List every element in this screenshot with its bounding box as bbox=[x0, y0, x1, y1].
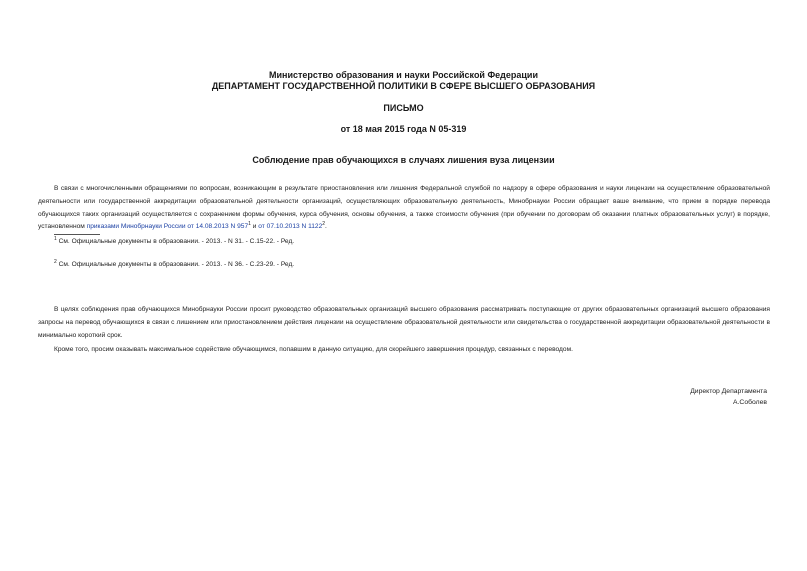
signature-title: Директор Департамента bbox=[690, 388, 767, 395]
paragraph-1 bbox=[38, 183, 770, 234]
footnote-1-text: См. Официальные документы в образовании. - 2013. - N 31. - С.15-22. - Ред. bbox=[58, 238, 295, 245]
order-957-link[interactable]: приказами Минобрнауки России от 14.08.2013 N 957 bbox=[86, 223, 249, 231]
paragraph-1-end: . bbox=[325, 223, 327, 231]
footnote-2 bbox=[54, 260, 294, 270]
paragraph-3: Кроме того, просим оказывать максимальное содействие обучающимся, попавшим в данную ситуацию, для скорейшего завершения процедур, связанных с переводом. bbox=[54, 346, 573, 353]
ministry-heading: Министерство образования и науки Российской Федерации bbox=[269, 70, 538, 80]
footnote-2-text: См. Официальные документы в образовании. - 2013. - N 36. - С.23-29. - Ред. bbox=[58, 261, 295, 268]
footnote-1-number: 1 bbox=[54, 235, 57, 242]
paragraph-2: В целях соблюдения прав обучающихся Минобрнауки России просит руководство образовательных организаций высшего образования рассматривать поступающие от других образовательных организаций высшего образования запросы на перевод обучающихся в связи с лишением или приостановлением действия лицензии на осуществление образовательной деятельности или свидетельства о государственной аккредитации образовательной деятельности в минимально короткий срок. bbox=[38, 306, 770, 339]
order-1122-link[interactable]: от 07.10.2013 N 1122 bbox=[258, 223, 323, 231]
document-type: ПИСЬМО bbox=[383, 103, 424, 113]
document-date-number: от 18 мая 2015 года N 05-319 bbox=[340, 124, 467, 134]
footnote-1 bbox=[54, 237, 294, 247]
document-subject: Соблюдение прав обучающихся в случаях лишения вуза лицензии bbox=[252, 155, 555, 165]
footnote-1-marker[interactable]: 1 bbox=[248, 221, 251, 228]
paragraph-1-text: В связи с многочисленными обращениями по вопросам, возникающим в результате приостановления или лишения Федеральной службой по надзору в сфере образования и науки лицензии на осуществление образовательной деятельности или государственной аккредитации образовательной деятельности организаций, осуществляющих образовательную деятельность, Минобрнауки России обращает ваше внимание, что прием в порядке перевода обучающихся таких организаций осуществляется с сохранением формы обучения, курса обучения, основы обучения, а также стоимости обучения (при обучении по договорам об оказании платных образовательных услуг) в порядке, установленном bbox=[38, 185, 770, 231]
department-heading: ДЕПАРТАМЕНТ ГОСУДАРСТВЕННОЙ ПОЛИТИКИ В СФЕРЕ ВЫСШЕГО ОБРАЗОВАНИЯ bbox=[211, 81, 596, 91]
footnote-2-marker[interactable]: 2 bbox=[322, 221, 326, 228]
footnote-2-number: 2 bbox=[54, 258, 57, 265]
paragraph-1-and: и bbox=[250, 223, 259, 231]
footnote-divider bbox=[54, 234, 100, 235]
signature-name: А.Соболев bbox=[733, 399, 767, 406]
